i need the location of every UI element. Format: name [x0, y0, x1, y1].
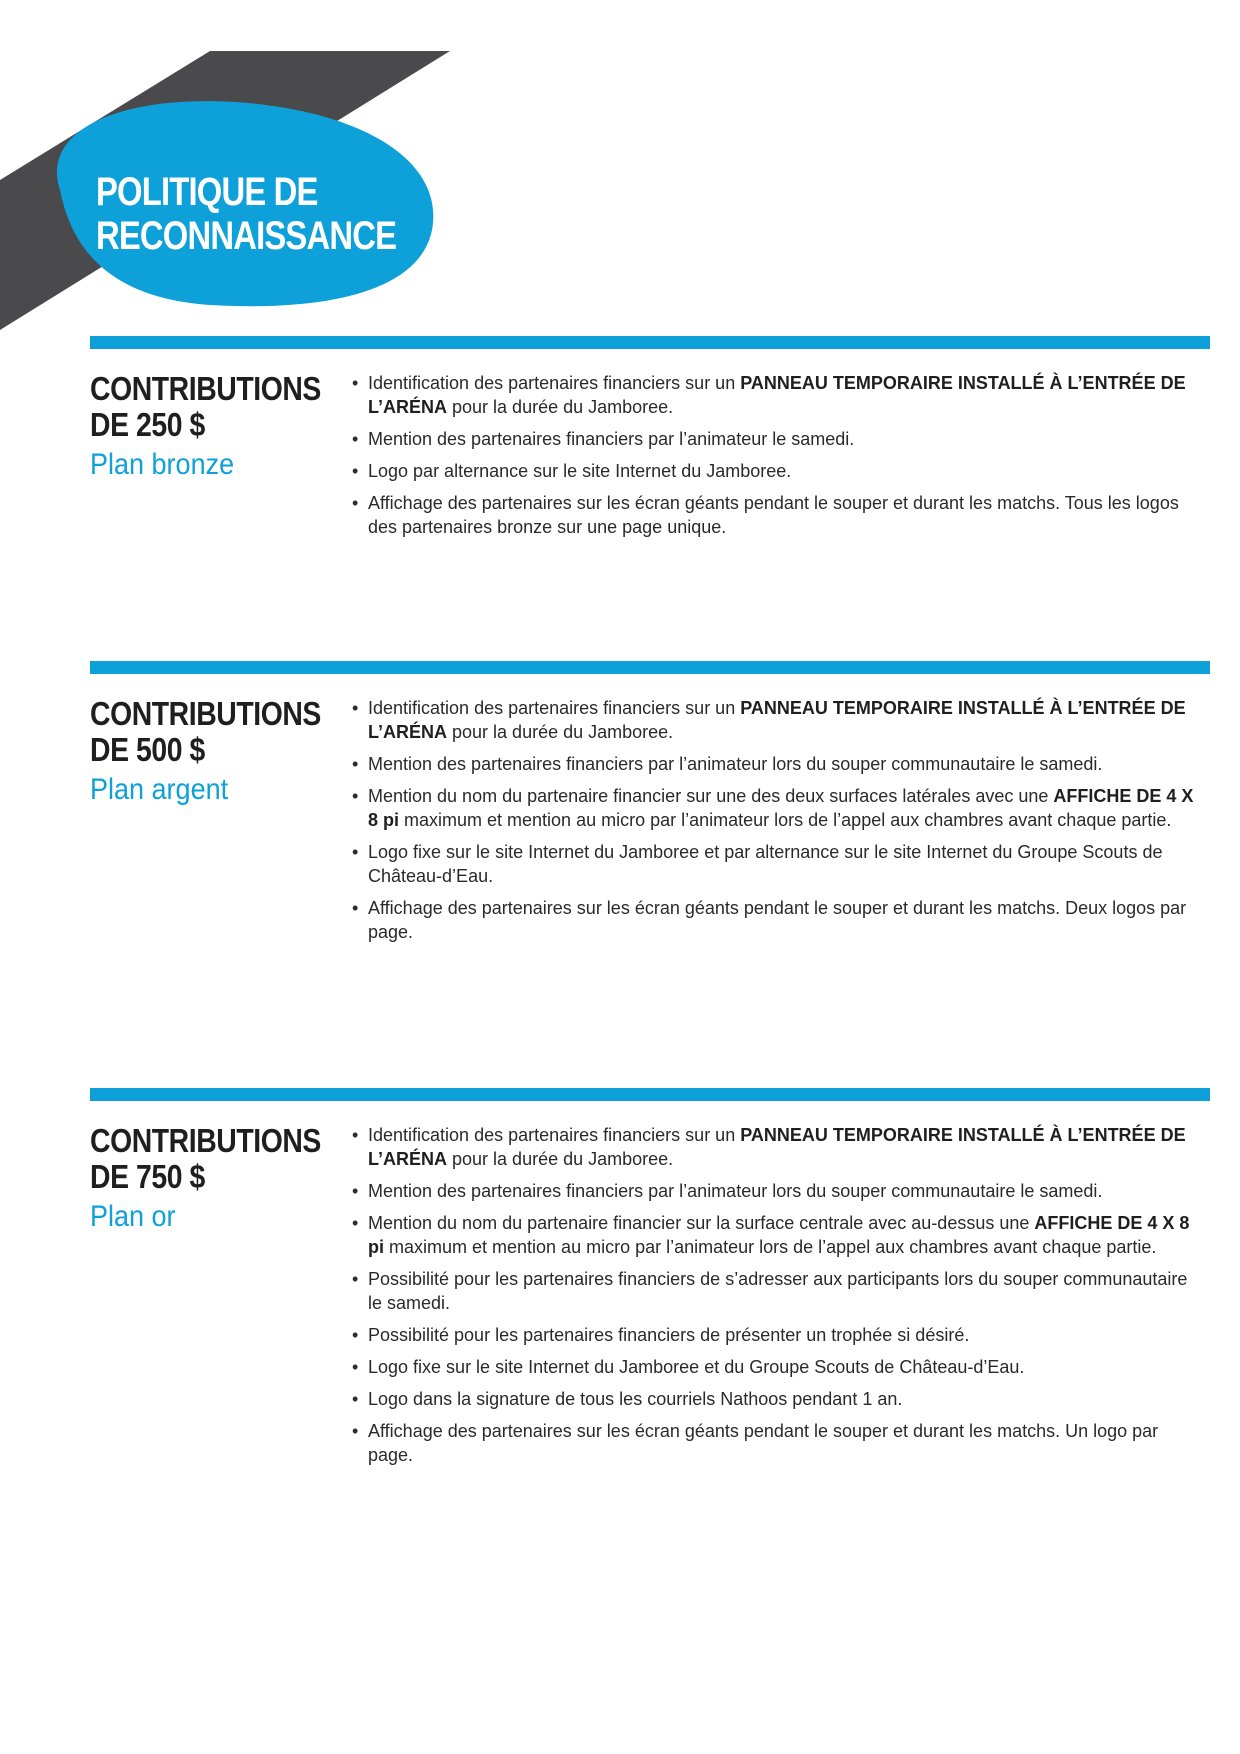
benefit-item: • Possibilité pour les partenaires financiers de s’adresser aux participants lors du souper communautaire le samedi.	[352, 1267, 1197, 1315]
section-heading-line1: CONTRIBUTIONS	[90, 1122, 321, 1159]
plan-name: Plan bronze	[90, 448, 235, 481]
page-title-line1: POLITIQUE DE	[96, 170, 318, 214]
section-divider	[90, 336, 1210, 349]
page-title-line2: RECONNAISSANCE	[96, 214, 397, 258]
contribution-section-argent	[90, 661, 1210, 942]
benefit-item: • Logo fixe sur le site Internet du Jamboree et du Groupe Scouts de Château-d’Eau.	[352, 1355, 1197, 1379]
section-heading	[90, 1123, 350, 1237]
benefit-item: • Possibilité pour les partenaires financiers de présenter un trophée si désiré.	[352, 1323, 1197, 1347]
benefit-item: • Mention des partenaires financiers par l’animateur lors du souper communautaire le samedi.	[352, 1179, 1197, 1203]
benefit-item: • Identification des partenaires financiers sur un PANNEAU TEMPORAIRE INSTALLÉ À L’ENTRÉE DE L’ARÉNA pour la durée du Jamboree.	[352, 371, 1197, 419]
benefit-item: • Mention des partenaires financiers par l’animateur le samedi.	[352, 427, 1197, 451]
benefit-item: • Identification des partenaires financiers sur un PANNEAU TEMPORAIRE INSTALLÉ À L’ENTRÉE DE L’ARÉNA pour la durée du Jamboree.	[352, 1123, 1197, 1171]
benefit-list	[352, 1123, 1197, 1475]
benefit-item: • Mention du nom du partenaire financier sur une des deux surfaces latérales avec une AFFICHE DE 4 X 8 pi maximum et mention au micro par l’animateur lors de l’appel aux chambres avant chaque partie.	[352, 784, 1197, 832]
section-heading-line2: DE 500 $	[90, 731, 205, 768]
plan-name: Plan or	[90, 1200, 176, 1233]
benefit-item: • Affichage des partenaires sur les écran géants pendant le souper et durant les matchs. Tous les logos des partenaires bronze sur une page unique.	[352, 491, 1197, 539]
section-heading-line2: DE 250 $	[90, 406, 205, 443]
section-heading-line1: CONTRIBUTIONS	[90, 695, 321, 732]
header-banner	[0, 0, 1240, 340]
benefit-item: • Mention du nom du partenaire financier sur la surface centrale avec au-dessus une AFFICHE DE 4 X 8 pi maximum et mention au micro par l’animateur lors de l’appel aux chambres avant chaque partie.	[352, 1211, 1197, 1259]
section-divider	[90, 661, 1210, 674]
section-divider	[90, 1088, 1210, 1101]
benefit-item: • Logo par alternance sur le site Internet du Jamboree.	[352, 459, 1197, 483]
contribution-section-bronze	[90, 336, 1210, 537]
benefit-item: • Affichage des partenaires sur les écran géants pendant le souper et durant les matchs. Deux logos par page.	[352, 896, 1197, 944]
benefit-list	[352, 371, 1197, 547]
section-heading	[90, 371, 350, 485]
benefit-list	[352, 696, 1197, 952]
benefit-item: • Affichage des partenaires sur les écran géants pendant le souper et durant les matchs. Un logo par page.	[352, 1419, 1197, 1467]
benefit-item: • Identification des partenaires financiers sur un PANNEAU TEMPORAIRE INSTALLÉ À L’ENTRÉE DE L’ARÉNA pour la durée du Jamboree.	[352, 696, 1197, 744]
section-heading	[90, 696, 350, 810]
benefit-item: • Logo dans la signature de tous les courriels Nathoos pendant 1 an.	[352, 1387, 1197, 1411]
benefit-item: • Logo fixe sur le site Internet du Jamboree et par alternance sur le site Internet du Groupe Scouts de Château-d’Eau.	[352, 840, 1197, 888]
section-heading-line2: DE 750 $	[90, 1158, 205, 1195]
page-title	[96, 170, 396, 258]
benefit-item: • Mention des partenaires financiers par l’animateur lors du souper communautaire le samedi.	[352, 752, 1197, 776]
plan-name: Plan argent	[90, 773, 229, 806]
section-heading-line1: CONTRIBUTIONS	[90, 370, 321, 407]
contribution-section-or	[90, 1088, 1210, 1465]
